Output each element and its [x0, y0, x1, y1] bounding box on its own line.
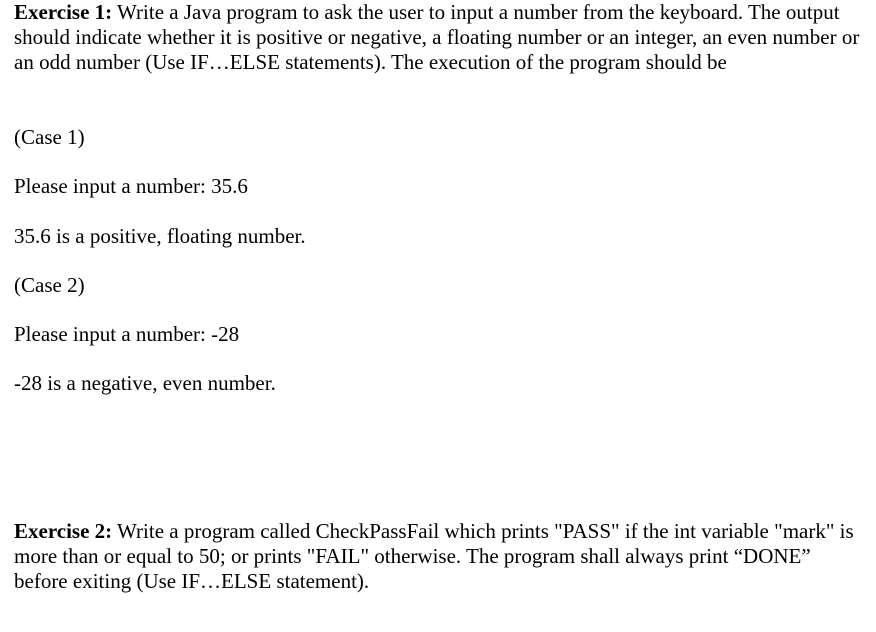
case-2-prompt: Please input a number: -28 — [14, 322, 240, 346]
case-2-output: -28 is a negative, even number. — [14, 371, 276, 395]
exercise-2-label: Exercise 2: — [14, 519, 113, 543]
case-1-prompt: Please input a number: 35.6 — [14, 174, 248, 198]
case-1-output: 35.6 is a positive, floating number. — [14, 224, 306, 248]
exercise-2-text: Write a program called CheckPassFail which prints "PASS" if the int variable "mark" is more than or equal to 50; or prints "FAIL" otherwise. The program shall always print “DONE” before exiting (Use IF…ELSE statement). — [14, 519, 854, 593]
exercise-1-paragraph — [14, 0, 864, 75]
exercise-1-text: Write a Java program to ask the user to input a number from the keyboard. The output should indicate whether it is positive or negative, a floating number or an integer, an even number or an odd number (Use IF…ELSE statements). The execution of the program should be — [14, 0, 860, 74]
exercise-1-label: Exercise 1: — [14, 0, 113, 24]
exercise-2-paragraph — [14, 519, 864, 594]
case-2-label: (Case 2) — [14, 273, 85, 297]
case-1-label: (Case 1) — [14, 125, 85, 149]
